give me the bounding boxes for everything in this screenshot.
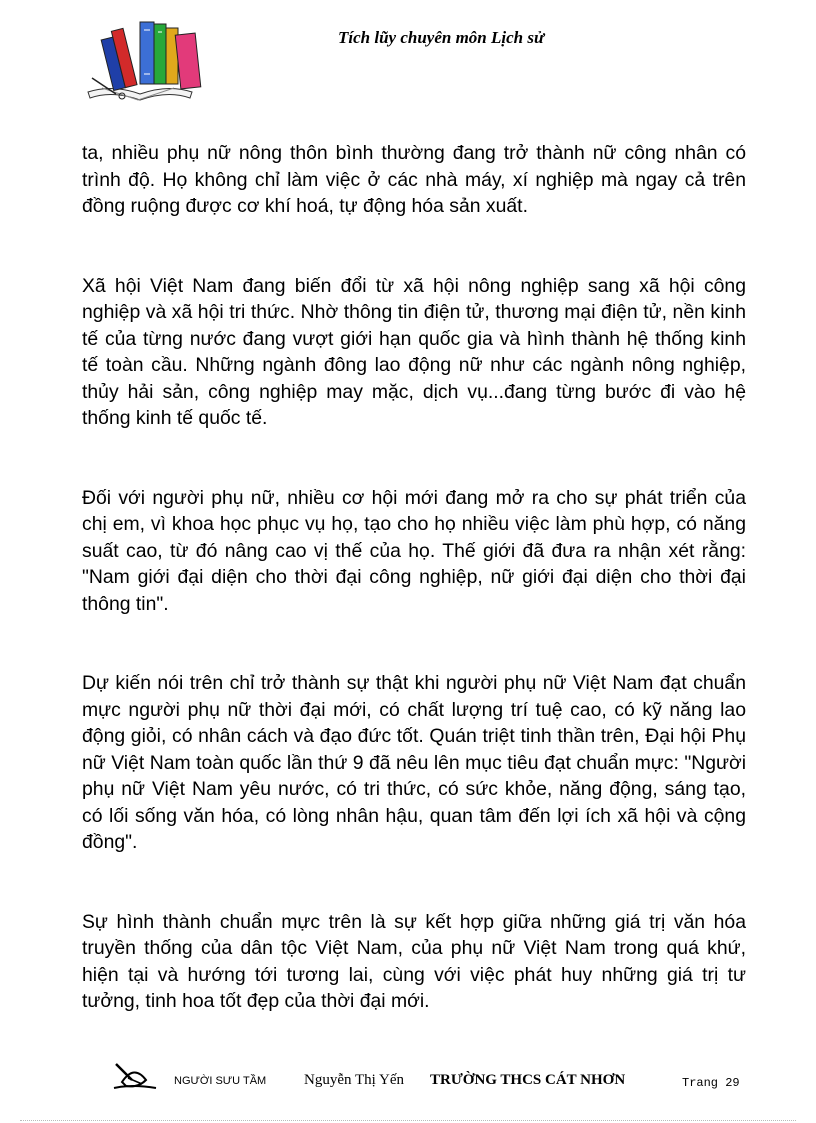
collector-label: NGƯỜI SƯU TẦM	[174, 1075, 267, 1087]
author-name: Nguyễn Thị Yến	[304, 1072, 404, 1088]
document-body	[82, 140, 746, 1015]
paragraph-2: Xã hội Việt Nam đang biến đổi từ xã hội nông nghiệp sang xã hội công nghiệp và xã hội tri thức. Nhờ thông tin điện tử, thương mại điện tử, nền kinh tế của từng nước đang vượt giới hạn quốc gia và hình thành hệ thống kinh tế toàn cầu. Những ngành đông lao động nữ như các ngành nông nghiệp, thủy hải sản, công nghiệp may mặc, dịch vụ...đang từng bước đi vào hệ thống kinh tế quốc tế.	[82, 274, 746, 429]
school-name: TRƯỜNG THCS CÁT NHƠN	[430, 1072, 626, 1088]
page-footer	[112, 1058, 752, 1098]
books-icon	[82, 14, 206, 108]
paragraph-4: Dự kiến nói trên chỉ trở thành sự thật khi người phụ nữ Việt Nam đạt chuẩn mực người phụ nữ thời đại mới, có chất lượng trí tuệ cao, có kỹ năng lao động giỏi, có nhân cách và đạo đức tốt. Quán triệt tinh thần trên, Đại hội Phụ nữ Việt Nam toàn quốc lần thứ 9 đã nêu lên mục tiêu đạt chuẩn mực: "Người phụ nữ Việt Nam yêu nước, có tri thức, có sức khỏe, năng động, sáng tạo, có lối sống văn hóa, có lòng nhân hậu, quan tâm đến lợi ích xã hội và cộng đồng".	[82, 672, 746, 853]
header-title: Tích lũy chuyên môn Lịch sử	[338, 28, 545, 47]
paragraph-5: Sự hình thành chuẩn mực trên là sự kết hợp giữa những giá trị văn hóa truyền thống của dân tộc Việt Nam, của phụ nữ Việt Nam trong quá khứ, hiện tại và hướng tới tương lai, cùng với việc phát huy những giá trị tư tưởng, tinh hoa tốt đẹp của thời đại mới.	[82, 910, 746, 1012]
paragraph-1: ta, nhiều phụ nữ nông thôn bình thường đang trở thành nữ công nhân có trình độ. Họ không chỉ làm việc ở các nhà máy, xí nghiệp mà ngay cả trên đồng ruộng được cơ khí hoá, tự động hóa sản xuất.	[82, 142, 746, 217]
paragraph-3: Đối với người phụ nữ, nhiều cơ hội mới đang mở ra cho sự phát triển của chị em, vì khoa học phục vụ họ, tạo cho họ nhiều việc làm phù hợp, có năng suất cao, từ đó nâng cao vị thế của họ. Thế giới đã đưa ra nhận xét rằng: "Nam giới đại diện cho thời đại công nghiệp, nữ giới đại diện cho thời đại thông tin".	[82, 486, 746, 615]
page-number: Trang 29	[682, 1076, 740, 1090]
bottom-divider	[20, 1120, 796, 1121]
pen-signature-icon	[112, 1058, 158, 1092]
